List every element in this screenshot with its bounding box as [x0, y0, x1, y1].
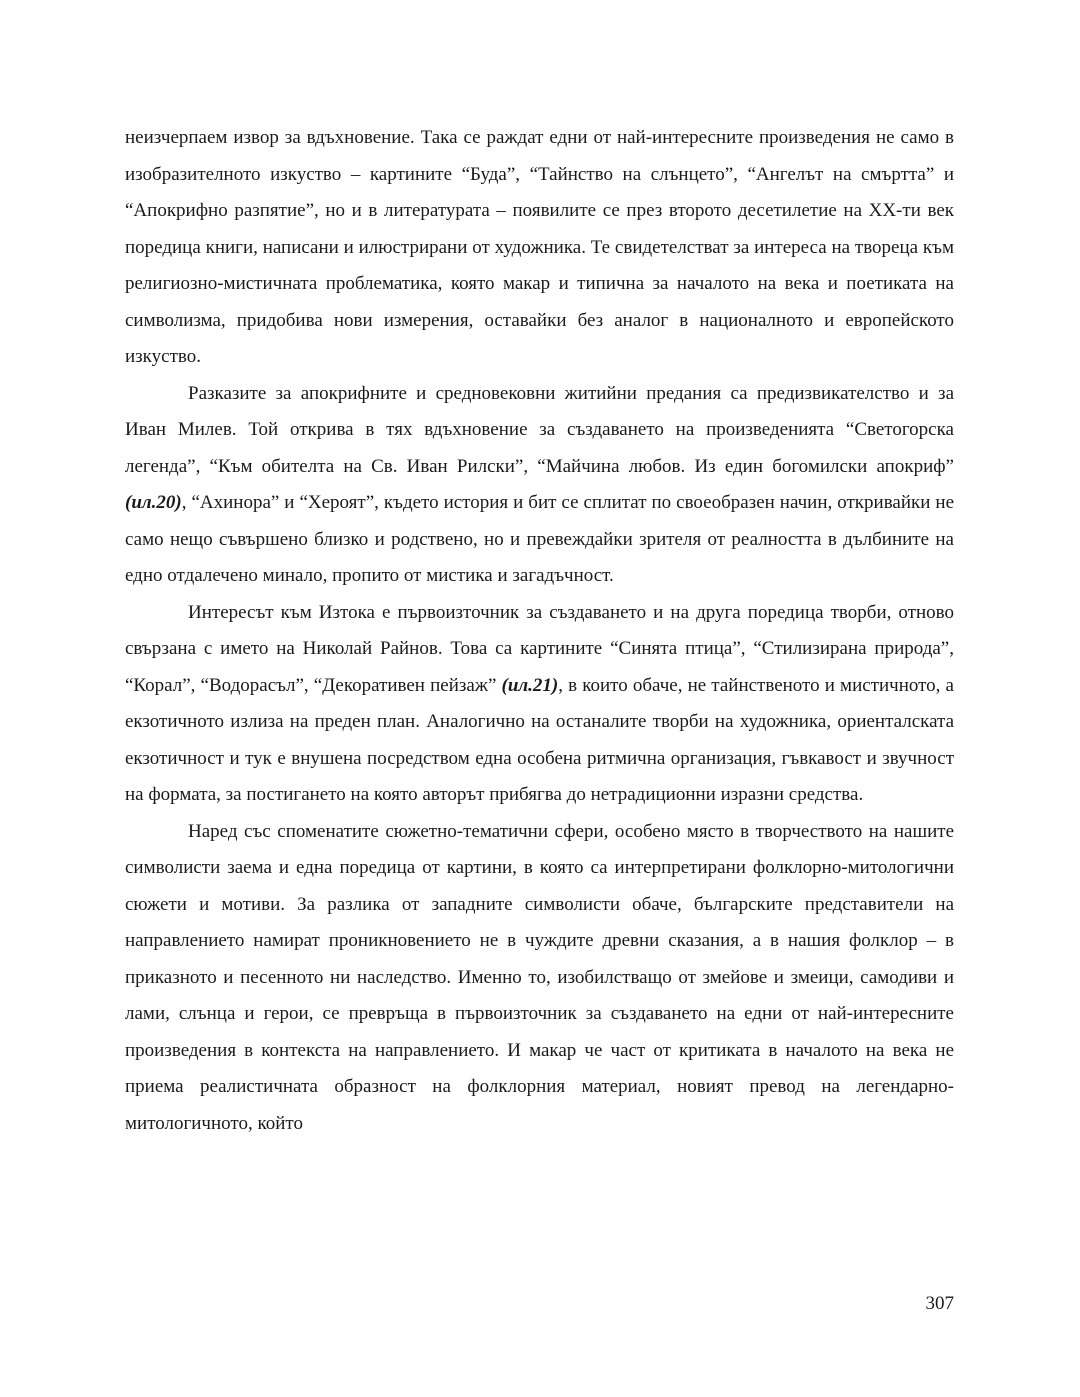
figure-reference-20: (ил.20): [125, 492, 182, 513]
paragraph-4-text: Наред със споменатите сюжетно-тематични сфери, особено място в творчеството на нашите символисти заема и една поредица от картини, в която са интерпретирани фолклорно-митологични сюжети и мотиви. За разлика от западните символисти обаче, българските представители на направлението намират проникновението не в чуждите древни сказания, а в нашия фолклор – в приказното и песенното ни наследство. Именно то, изобилстващо от змейове и змеици, самодиви и лами, слънца и герои, се превръща в първоизточник за създаването на едни от най-интересните произведения в контекста на направлението. И макар че част от критиката в началото на века не приема реалистичната образност на фолклорния материал, новият превод на легендарно-митологичното, който: [125, 820, 954, 1134]
page-body: [125, 120, 954, 1142]
figure-reference-21: (ил.21): [501, 674, 559, 696]
paragraph-4: [125, 814, 954, 1143]
paragraph-3-text-b: , в които обаче, не тайнственото и мистичното, а екзотичното излиза на преден план. Аналогично на останалите творби на художника, ориенталската екзотичност и тук е внушена посредством една особена ритмична организация, гъвкавост и звучност на формата, за постигането на която авторът прибягва до нетрадиционни изразни средства.: [125, 674, 954, 805]
paragraph-2-text-a: Разказите за апокрифните и средновековни житийни предания са предизвикателство и за Иван Милев. Той открива в тях вдъхновение за създаването на произведенията “Светогорска легенда”, “Към обителта на Св. Иван Рилски”, “Майчина любов. Из един богомилски апокриф”: [125, 382, 954, 477]
paragraph-3-text-a: Интересът към Изтока е първоизточник за създаването и на друга поредица творби, отново свързана с името на Николай Райнов. Това са картините “Синята птица”, “Стилизирана природа”, “Корал”, “Водорасъл”, “Декоративен пейзаж”: [125, 601, 954, 696]
paragraph-1: [125, 120, 954, 376]
paragraph-2: [125, 376, 954, 595]
paragraph-1-text: неизчерпаем извор за вдъхновение. Така се раждат едни от най-интересните произведения не само в изобразителното изкуство – картините “Буда”, “Тайнство на слънцето”, “Ангелът на смъртта” и “Апокрифно разпятие”, но и в литературата – появилите се през второто десетилетие на ХХ-ти век поредица книги, написани и илюстрирани от художника. Те свидетелстват за интереса на твореца към религиозно-мистичната проблематика, която макар и типична за началото на века и поетиката на символизма, придобива нови измерения, оставайки без аналог в националното и европейското изкуство.: [125, 127, 954, 367]
paragraph-2-text-b: , “Ахинора” и “Хероят”, където история и бит се сплитат по своеобразен начин, откривайки не само нещо съвършено близко и родствено, но и превеждайки зрителя от реалността в дълбините на едно отдалечено минало, пропито от мистика и загадъчност.: [125, 492, 954, 586]
page-number: 307: [925, 1293, 954, 1314]
paragraph-3: [125, 595, 954, 814]
